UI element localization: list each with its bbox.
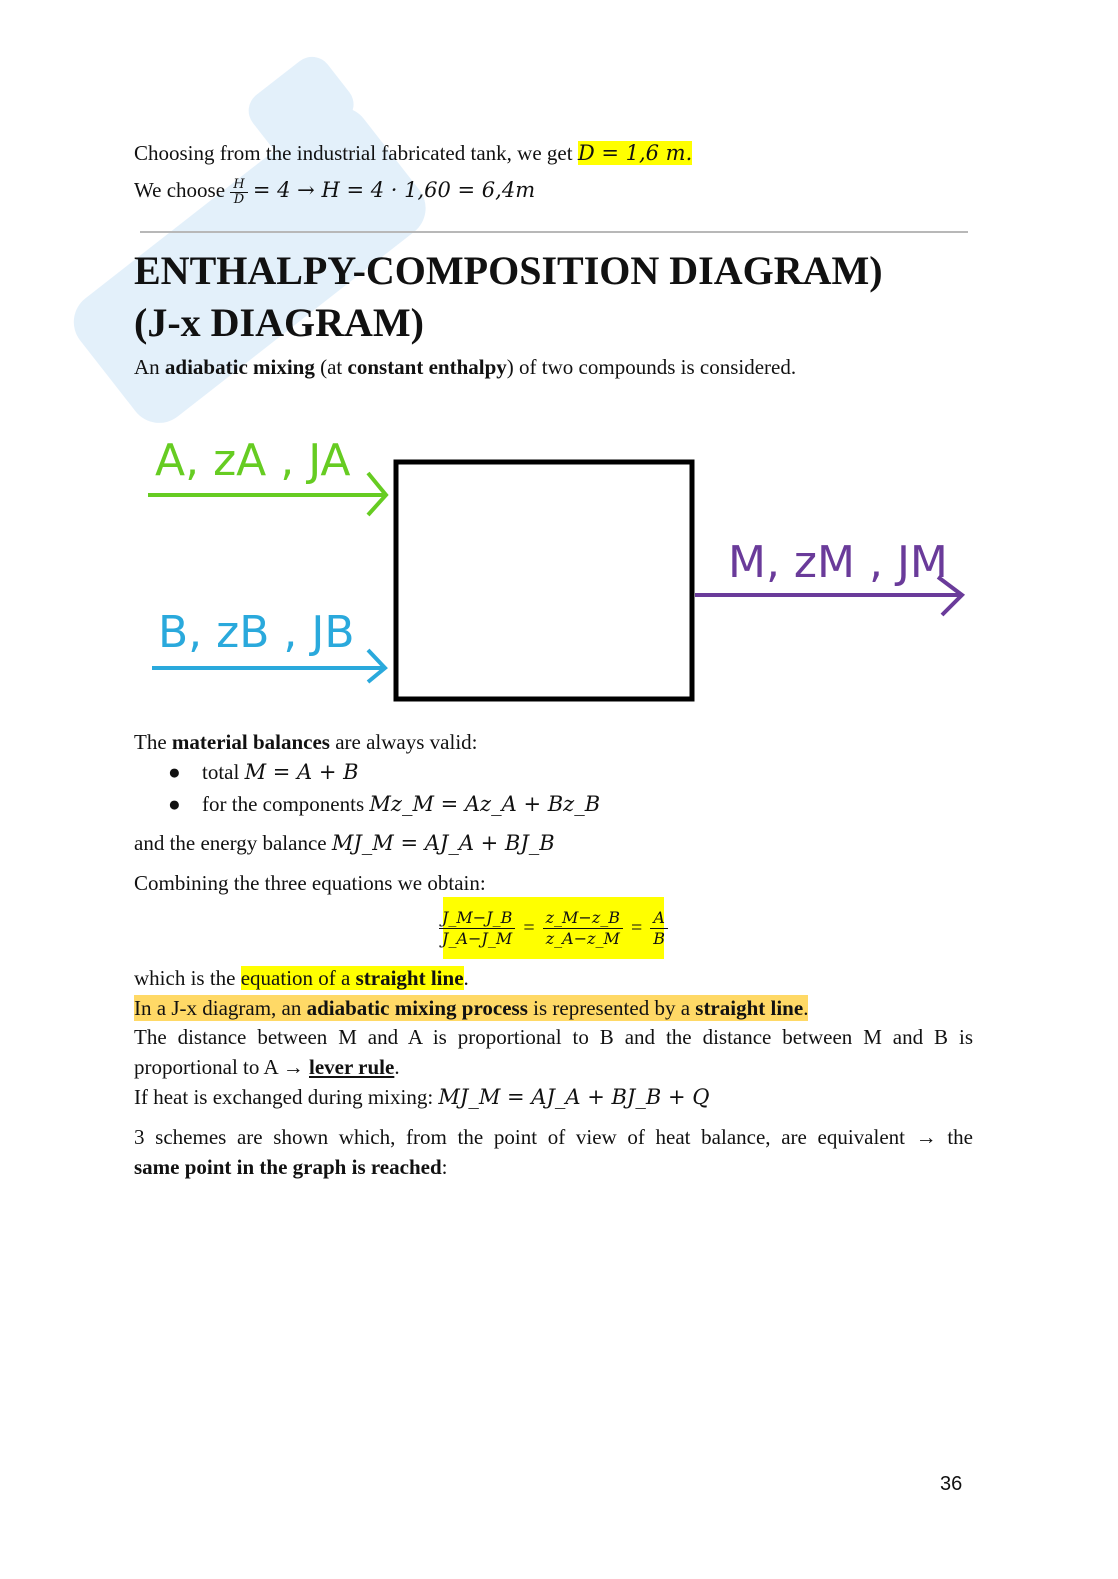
composition-ratio-numerator: z_M−z_B (543, 908, 623, 929)
bullet-total-label: total (202, 760, 245, 784)
lever-rule-period: . (394, 1055, 400, 1079)
heat-exchange-text: If heat is exchanged during mixing: (134, 1085, 439, 1109)
fraction-numerator: H (230, 178, 247, 193)
composition-ratio-denominator: z_A−z_M (545, 928, 620, 948)
bullet-icon: ● (168, 760, 181, 784)
intro-bold-1: adiabatic mixing (164, 355, 315, 379)
height-choice-line (134, 170, 535, 210)
jx-period: . (803, 996, 809, 1020)
balance-text-1: The (134, 730, 172, 754)
horizontal-rule (140, 231, 968, 233)
tank-choice-line (134, 140, 692, 166)
enthalpy-ratio (439, 908, 515, 949)
balance-text-2: are always valid: (329, 730, 478, 754)
height-formula: = 4 → H = 4 · 1,60 = 6,4m (252, 178, 536, 202)
flow-ratio-numerator: A (650, 908, 668, 929)
distance-statement-line-1: The distance between M and A is proportional to B and the distance between M and B is (134, 1025, 973, 1049)
combine-line: Combining the three equations we obtain: (134, 871, 486, 895)
jx-text-1: In a J-x diagram, an (134, 996, 307, 1020)
energy-balance-line (134, 830, 555, 856)
distance-statement-line-2 (134, 1054, 400, 1080)
statement-bold: straight line (355, 966, 464, 990)
mixing-diagram (130, 405, 980, 715)
jx-bold-2: straight line (695, 996, 804, 1020)
intro-text-1: An (134, 355, 165, 379)
same-point-bold: same point in the graph is reached (134, 1155, 442, 1179)
section-heading (134, 245, 883, 349)
intro-bold-2: constant enthalpy (347, 355, 507, 379)
bullet-icon: ● (168, 792, 181, 816)
page-number: 36 (940, 1473, 963, 1495)
schemes-line-1: 3 schemes are shown which, from the point of view of heat balance, are equivalent → the (134, 1125, 973, 1149)
stream-a-label: A, zA , JA (155, 435, 351, 486)
equals-sign: = (631, 916, 643, 939)
stream-b-label: B, zB , JB (158, 607, 355, 658)
bullet-components-label: for the components (202, 792, 370, 816)
energy-balance-label: and the energy balance (134, 831, 332, 855)
bullet-components (168, 791, 600, 817)
enthalpy-ratio-numerator: J_M−J_B (439, 908, 515, 929)
schemes-line-2 (134, 1154, 447, 1180)
same-point-colon: : (441, 1155, 448, 1179)
bullet-total (168, 759, 359, 785)
lever-rule-term: lever rule (309, 1055, 395, 1079)
heading-line-2: (J-x DIAGRAM) (134, 300, 424, 345)
heading-line-1: ENTHALPY-COMPOSITION DIAGRAM) (134, 248, 883, 293)
statement-text: which is the (134, 966, 241, 990)
intro-text-2: (at (314, 355, 348, 379)
height-choice-text: We choose (134, 178, 231, 202)
intro-paragraph (134, 354, 796, 380)
heat-exchange-formula: MJ_M = AJ_A + BJ_B + Q (438, 1085, 710, 1109)
stream-m-label: M, zM , JM (728, 537, 948, 588)
lever-rule-equation (443, 897, 664, 959)
fraction-denominator: D (233, 191, 245, 207)
balance-bold: material balances (171, 730, 330, 754)
diameter-formula: D = 1,6 m. (577, 141, 693, 165)
energy-balance-formula: MJ_M = AJ_A + BJ_B (331, 831, 555, 855)
component-balance-formula: Mz_M = Az_A + Bz_B (369, 792, 601, 816)
material-balance-intro (134, 729, 478, 755)
statement-period: . (463, 966, 469, 990)
mixer-box (396, 462, 692, 699)
composition-ratio (543, 908, 623, 949)
statement-highlight: equation of a (240, 966, 356, 990)
jx-diagram-statement (134, 995, 808, 1021)
flow-ratio (650, 908, 668, 949)
h-over-d-fraction (230, 178, 247, 207)
total-balance-formula: M = A + B (244, 760, 359, 784)
jx-bold-1: adiabatic mixing process (306, 996, 528, 1020)
equals-sign: = (523, 916, 535, 939)
straight-line-statement (134, 965, 469, 991)
jx-text-2: is represented by a (527, 996, 696, 1020)
tank-choice-text: Choosing from the industrial fabricated tank, we get (134, 141, 578, 165)
flow-ratio-denominator: B (653, 928, 666, 948)
heat-exchange-line (134, 1084, 709, 1110)
lever-rule-text: proportional to A → (134, 1055, 309, 1079)
enthalpy-ratio-denominator: J_A−J_M (442, 928, 513, 948)
intro-text-3: ) of two compounds is considered. (506, 355, 797, 379)
